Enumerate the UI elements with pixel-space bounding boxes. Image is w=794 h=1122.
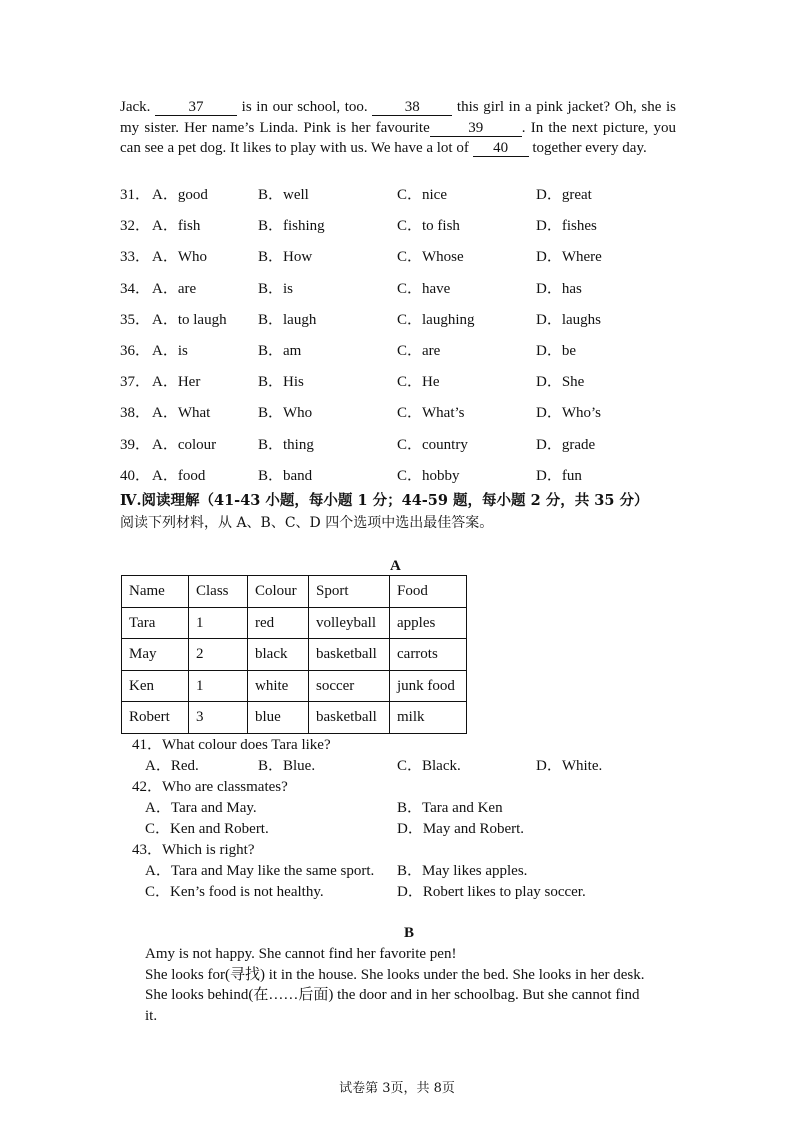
passage-text: is in our school, too. [237,99,373,115]
option-d: D．be [536,342,576,359]
option-c: C．to fish [397,218,460,235]
option-row [120,310,680,341]
option-b: B．His [258,374,304,391]
question-number: 35． [120,311,151,328]
option-b: B．Who [258,405,313,422]
option-b: B．How [258,249,313,266]
table-row [122,670,467,702]
question-number: 38． [120,405,151,422]
table-cell: Sport [309,576,390,608]
option-b: B．well [258,187,309,203]
option-b: B．is [258,280,294,297]
option-d: D．Who’s [536,405,601,422]
info-table [121,575,467,734]
option-c: C．laughing [397,311,475,328]
table-cell: Tara [122,607,189,639]
blank-38: 38 [372,99,452,116]
option-b: B．laugh [258,311,317,328]
option-a: A．Who [152,249,207,266]
option-row [120,247,680,278]
option-a: A．Her [152,374,201,391]
option-c: C．hobby [397,467,460,484]
option-d: D．fun [536,467,582,484]
question-stem: 41．What colour does Tara like? [132,737,331,753]
option-d: D．laughs [536,311,601,328]
option-a: A．is [152,342,188,359]
option-a: A．Tara and May. [145,800,257,816]
question-number: 37． [120,374,151,391]
option-c: C．nice [397,187,447,203]
option-row [120,435,680,466]
option-c: C．have [397,280,451,297]
option-d: D．Robert likes to play soccer. [397,884,586,900]
option-row [120,279,680,310]
option-a: A．Red. [145,758,199,774]
passage-text: this girl in a pink jacket? Oh, she is my sister. Her name’s Linda. Pink is her favourite [120,99,676,136]
option-b: B．Blue. [258,758,316,774]
option-a: A．Tara and May like the same sport. [145,863,375,879]
table-row [122,576,467,608]
table-cell: 1 [189,607,248,639]
blank-39: 39 [430,120,522,137]
cloze-passage [120,97,676,159]
option-d: D．great [536,187,592,203]
table-cell: milk [390,702,467,734]
question-number: 39． [120,436,151,453]
option-c: C．Whose [397,249,464,266]
option-b: B．am [258,342,302,359]
question-number: 40． [120,467,151,484]
option-a: A．food [152,467,206,484]
option-b: B．thing [258,436,314,453]
option-a: A．What [152,405,211,422]
option-d: D．White. [536,758,603,774]
option-b: B．fishing [258,218,325,235]
table-row [122,639,467,671]
option-c: C．Ken’s food is not healthy. [145,884,324,900]
table-cell: soccer [309,670,390,702]
option-c: C．What’s [397,405,465,422]
page-footer: 试卷第 3页，共 8页 [339,1081,455,1096]
option-d: D．She [536,374,585,391]
table-cell: white [248,670,309,702]
option-d: D．fishes [536,218,597,235]
option-d: D．Where [536,249,602,266]
question-stem: 43．Which is right? [132,842,255,858]
cloze-options [120,185,680,497]
table-cell: 1 [189,670,248,702]
table-row [122,607,467,639]
option-a: A．to laugh [152,311,227,328]
option-b: B．May likes apples. [397,863,528,879]
passage-b-paragraph: Amy is not happy. She cannot find her favorite pen! [145,946,457,962]
table-cell: Name [122,576,189,608]
table-cell: red [248,607,309,639]
option-row [120,216,680,247]
option-c: C．Black. [397,758,461,774]
table-cell: black [248,639,309,671]
option-d: D．May and Robert. [397,821,525,837]
table-cell: 3 [189,702,248,734]
option-d: D．has [536,280,582,297]
option-c: C．country [397,436,468,453]
option-a: A．fish [152,218,201,235]
blank-37: 37 [155,99,237,116]
question-number: 32． [120,218,151,235]
passage-b-label: B [404,925,415,941]
option-d: D．grade [536,436,596,453]
table-cell: May [122,639,189,671]
option-b: B．band [258,467,313,484]
table-cell: volleyball [309,607,390,639]
passage-b-paragraph: She looks for(寻找) it in the house. She looks under the bed. She looks in her desk. She looks behind(在……后面) the door and in her schoolbag. But she cannot find it. [145,966,645,1024]
table-cell: 2 [189,639,248,671]
passage-a-label: A [390,558,401,574]
option-row [120,185,680,216]
option-c: C．Ken and Robert. [145,821,269,837]
table-cell: blue [248,702,309,734]
table-cell: Robert [122,702,189,734]
section-instruction: 阅读下列材料，从 A、B、C、D 四个选项中选出最佳答案。 [120,515,494,531]
table-cell: Class [189,576,248,608]
option-b: B．Tara and Ken [397,800,503,816]
table-cell: Ken [122,670,189,702]
option-a: A．colour [152,436,217,453]
table-cell: Colour [248,576,309,608]
passage-text: Jack. [120,99,156,115]
option-row [120,403,680,434]
option-c: C．He [397,374,440,391]
table-cell: carrots [390,639,467,671]
table-cell: basketball [309,702,390,734]
option-a: A．are [152,280,197,297]
passage-text: together every day. [528,140,647,157]
question-number: 36． [120,342,151,359]
passage-text: . In the next picture, you can see a pet dog. It likes to play with us. We have a lot of [120,119,676,157]
section-title: Ⅳ.阅读理解（41-43 小题，每小题 1 分；44-59 题，每小题 2 分，共 35 分） [120,492,649,509]
option-c: C．are [397,342,441,359]
blank-40: 40 [473,140,529,157]
passage-b-text [145,944,645,1026]
question-stem: 42．Who are classmates? [132,779,288,795]
table-cell: junk food [390,670,467,702]
table-cell: apples [390,607,467,639]
table-cell: basketball [309,639,390,671]
question-number: 33． [120,249,151,266]
table-cell: Food [390,576,467,608]
option-row [120,341,680,372]
question-number: 34． [120,280,151,297]
question-number: 31． [120,187,151,203]
table-row [122,702,467,734]
option-a: A．good [152,187,208,203]
option-row [120,372,680,403]
